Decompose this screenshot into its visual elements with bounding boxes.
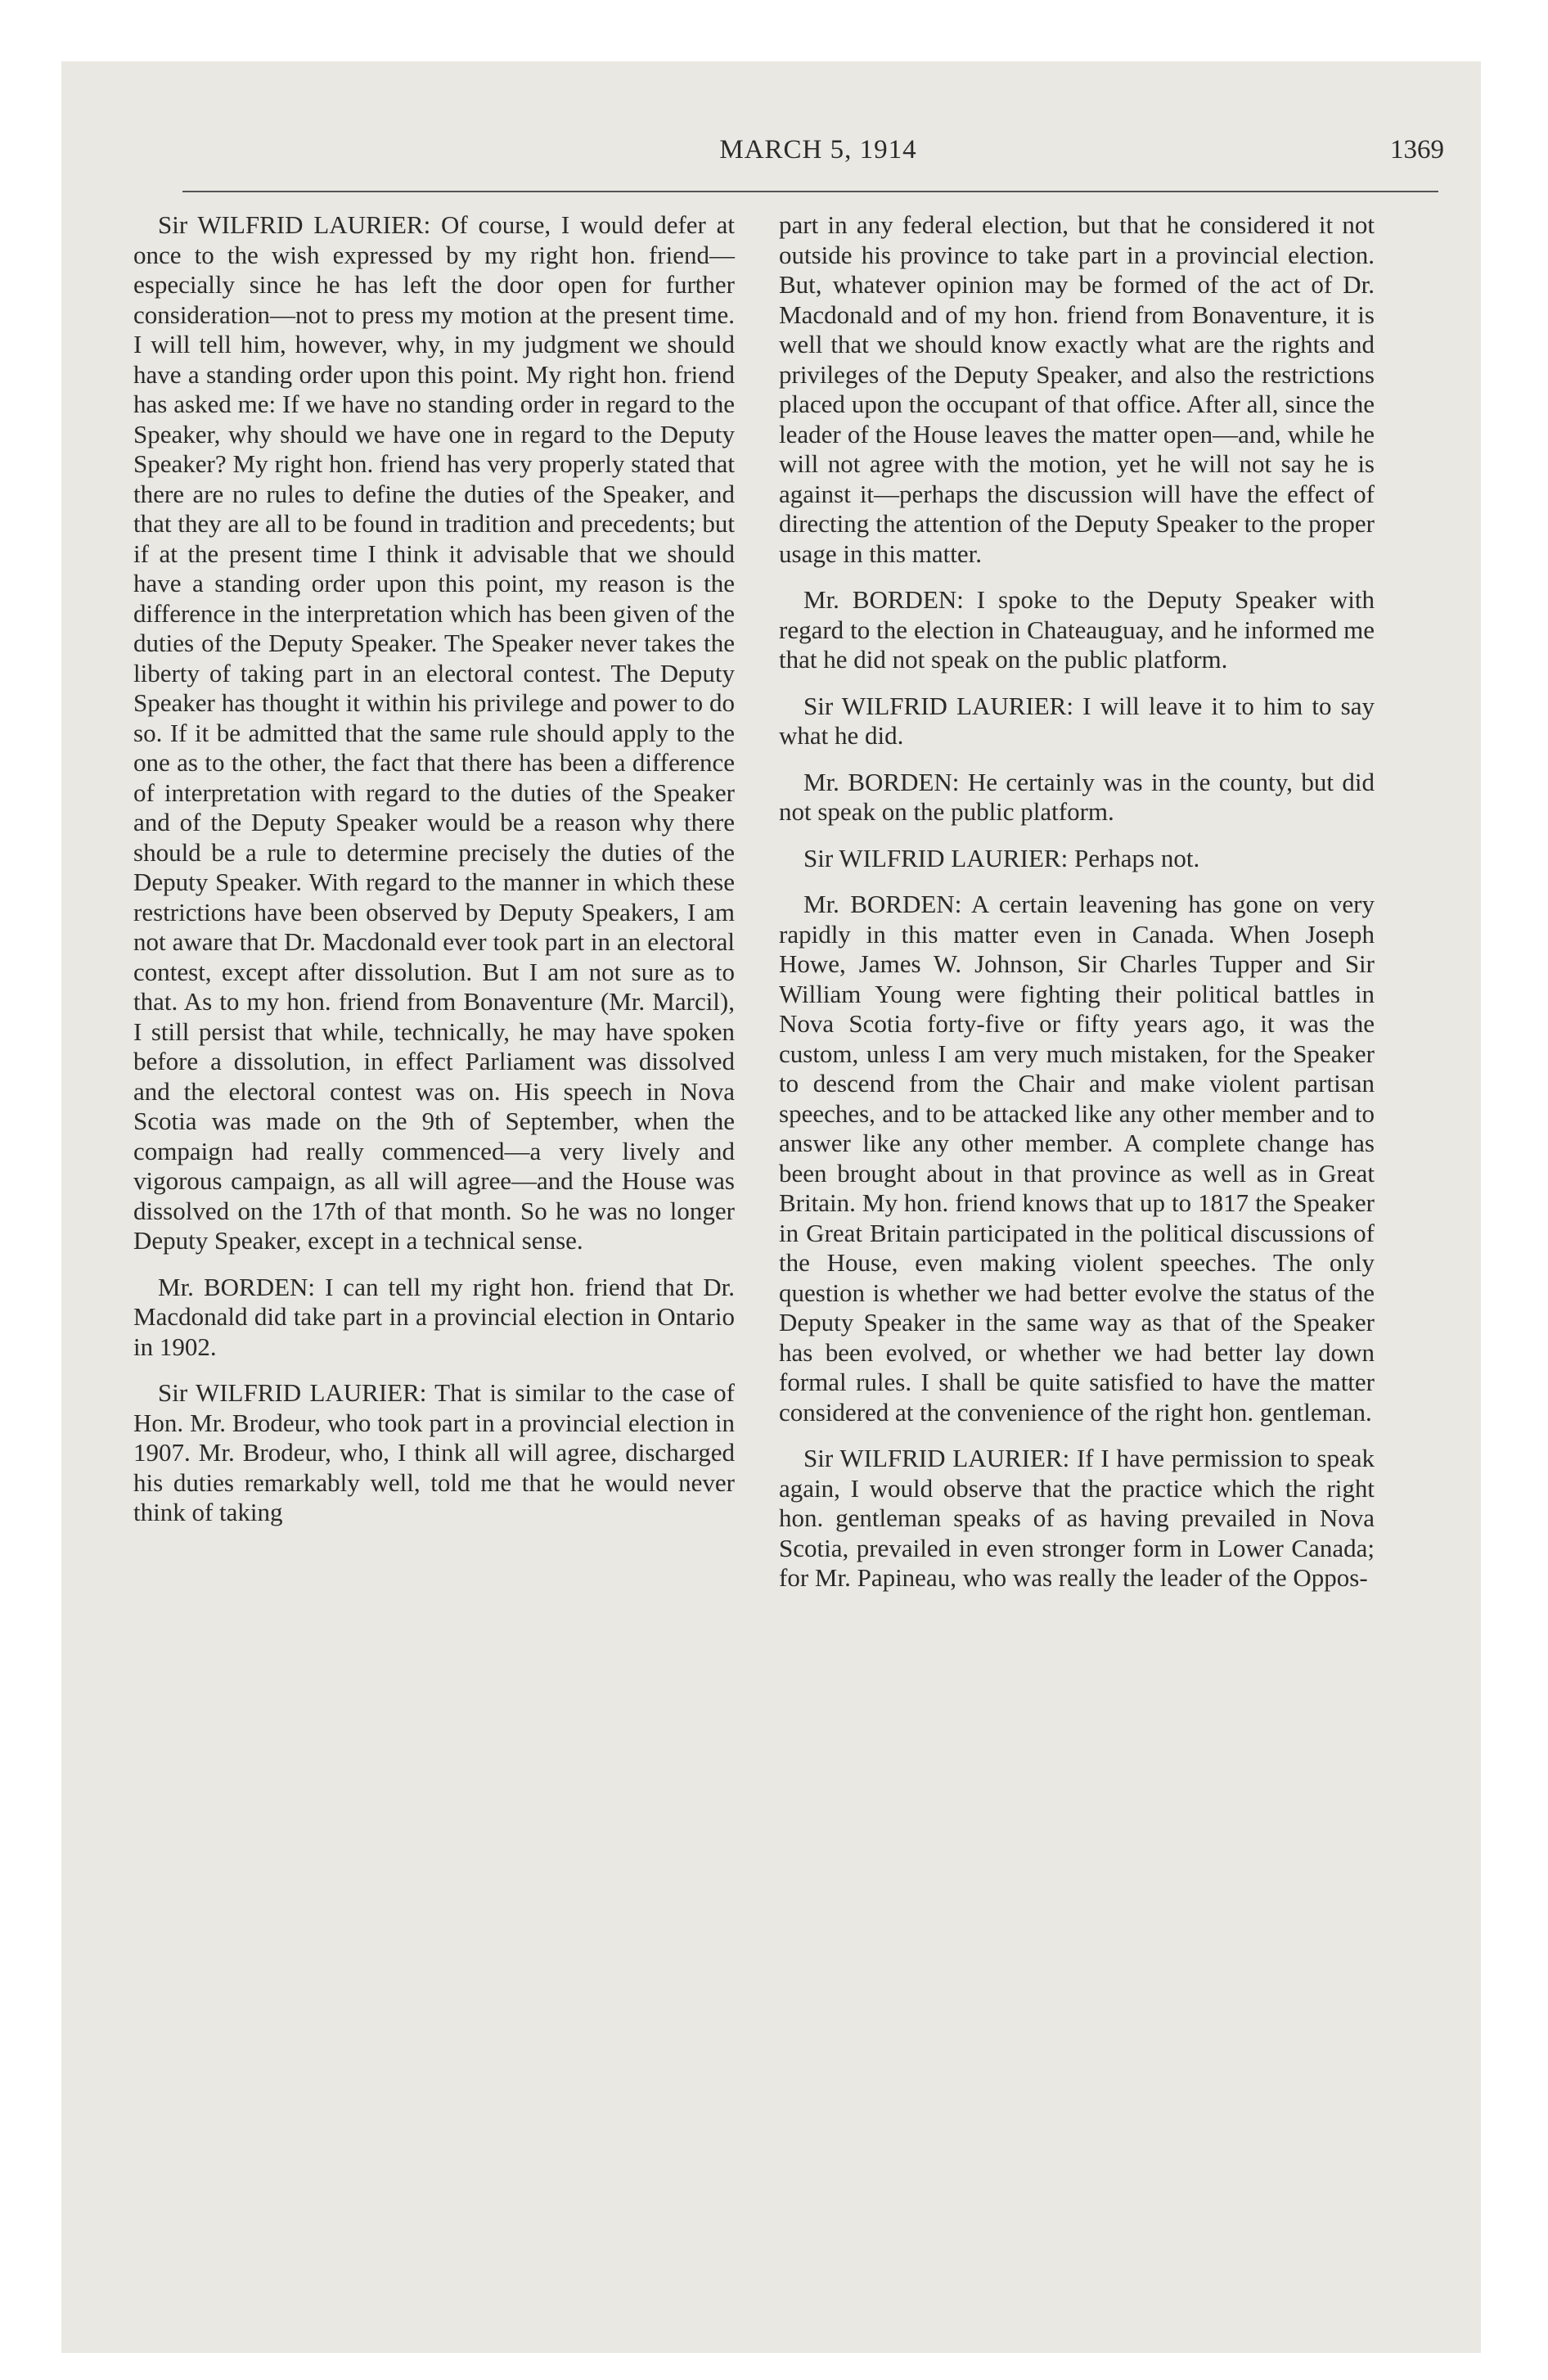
page-number: 1369: [1390, 135, 1444, 165]
paragraph: Mr. BORDEN: A certain leavening has gone on very rapidly in this matter even in Canada. When Joseph Howe, James W. Johnson, Sir Charles Tupper and Sir William Young were fighting their political battles in Nova Scotia forty-five or fifty years ago, it was the custom, unless I am very much mistaken, for the Speaker to descend from the Chair and make violent partisan speeches, and to be attacked like any other member and to answer like any other member. A complete change has been brought about in that province as well as in Great Britain. My hon. friend knows that up to 1817 the Speaker in Great Britain participated in the political discussions of the House, even making violent speeches. The only question is whether we had better evolve the status of the Deputy Speaker in the same way as that of the Speaker has been evolved, or whether we had better lay down formal rules. I shall be quite satisfied to have the matter considered at the convenience of the right hon. gentleman.: [779, 890, 1375, 1427]
paragraph: Sir WILFRID LAURIER: That is similar to the case of Hon. Mr. Brodeur, who took part in a provincial election in 1907. Mr. Brodeur, who, I think all will agree, discharged his duties remarkably well, told me that he would never think of taking: [133, 1378, 735, 1526]
paragraph: part in any federal election, but that he considered it not outside his province to take part in a provincial election. But, whatever opinion may be formed of the act of Dr. Macdonald and of my hon. friend from Bonaventure, it is well that we should know exactly what are the rights and privileges of the Deputy Speaker, and also the restrictions placed upon the occupant of that office. After all, since the leader of the House leaves the matter open—and, while he will not agree with the motion, yet he will not say he is against it—perhaps the discussion will have the effect of directing the attention of the Deputy Speaker to the proper usage in this matter.: [779, 210, 1375, 568]
paragraph: Mr. BORDEN: I spoke to the Deputy Speaker with regard to the election in Chateauguay, and he informed me that he did not speak on the public platform.: [779, 585, 1375, 674]
page-sheet: [61, 61, 1481, 2353]
paragraph: Sir WILFRID LAURIER: Of course, I would defer at once to the wish expressed by my right hon. friend—especially since he has left the door open for further consideration—not to press my motion at the present time. I will tell him, however, why, in my judgment we should have a standing order upon this point. My right hon. friend has asked me: If we have no standing order in regard to the Speaker, why should we have one in regard to the Deputy Speaker? My right hon. friend has very properly stated that there are no rules to define the duties of the Speaker, and that they are all to be found in tradition and precedents; but if at the present time I think it advisable that we should have a standing order upon this point, my reason is the difference in the interpretation which has been given of the duties of the Deputy Speaker. The Speaker never takes the liberty of taking part in an electoral contest. The Deputy Speaker has thought it within his privilege and power to do so. If it be admitted that the same rule should apply to the one as to the other, the fact that there has been a difference of interpretation with regard to the duties of the Speaker and of the Deputy Speaker would be a reason why there should be a rule to determine precisely the duties of the Deputy Speaker. With regard to the manner in which these restrictions have been observed by Deputy Speakers, I am not aware that Dr. Macdonald ever took part in an electoral contest, except after dissolution. But I am not sure as to that. As to my hon. friend from Bonaventure (Mr. Marcil), I still persist that while, technically, he may have spoken before a dissolution, in effect Parliament was dissolved and the electoral contest was on. His speech in Nova Scotia was made on the 9th of September, when the compaign had really commenced—a very lively and vigorous campaign, as all will agree—and the House was dissolved on the 17th of that month. So he was no longer Deputy Speaker, except in a technical sense.: [133, 210, 735, 1255]
paragraph: Sir WILFRID LAURIER: I will leave it to him to say what he did.: [779, 691, 1375, 750]
paragraph: Sir WILFRID LAURIER: If I have permission to speak again, I would observe that the practice which the right hon. gentleman speaks of as having prevailed in Nova Scotia, prevailed in even stronger form in Lower Canada; for Mr. Papineau, who was really the leader of the Oppos-: [779, 1444, 1375, 1592]
header-rule: [182, 191, 1438, 192]
paragraph: Mr. BORDEN: He certainly was in the county, but did not speak on the public platform.: [779, 767, 1375, 826]
left-column: [133, 210, 735, 1544]
right-column: [779, 210, 1375, 1610]
paragraph: Sir WILFRID LAURIER: Perhaps not.: [803, 843, 1200, 872]
header-date: MARCH 5, 1914: [719, 135, 917, 165]
page-header: [192, 135, 1444, 192]
paragraph: Mr. BORDEN: I can tell my right hon. friend that Dr. Macdonald did take part in a provincial election in Ontario in 1902.: [133, 1272, 735, 1361]
